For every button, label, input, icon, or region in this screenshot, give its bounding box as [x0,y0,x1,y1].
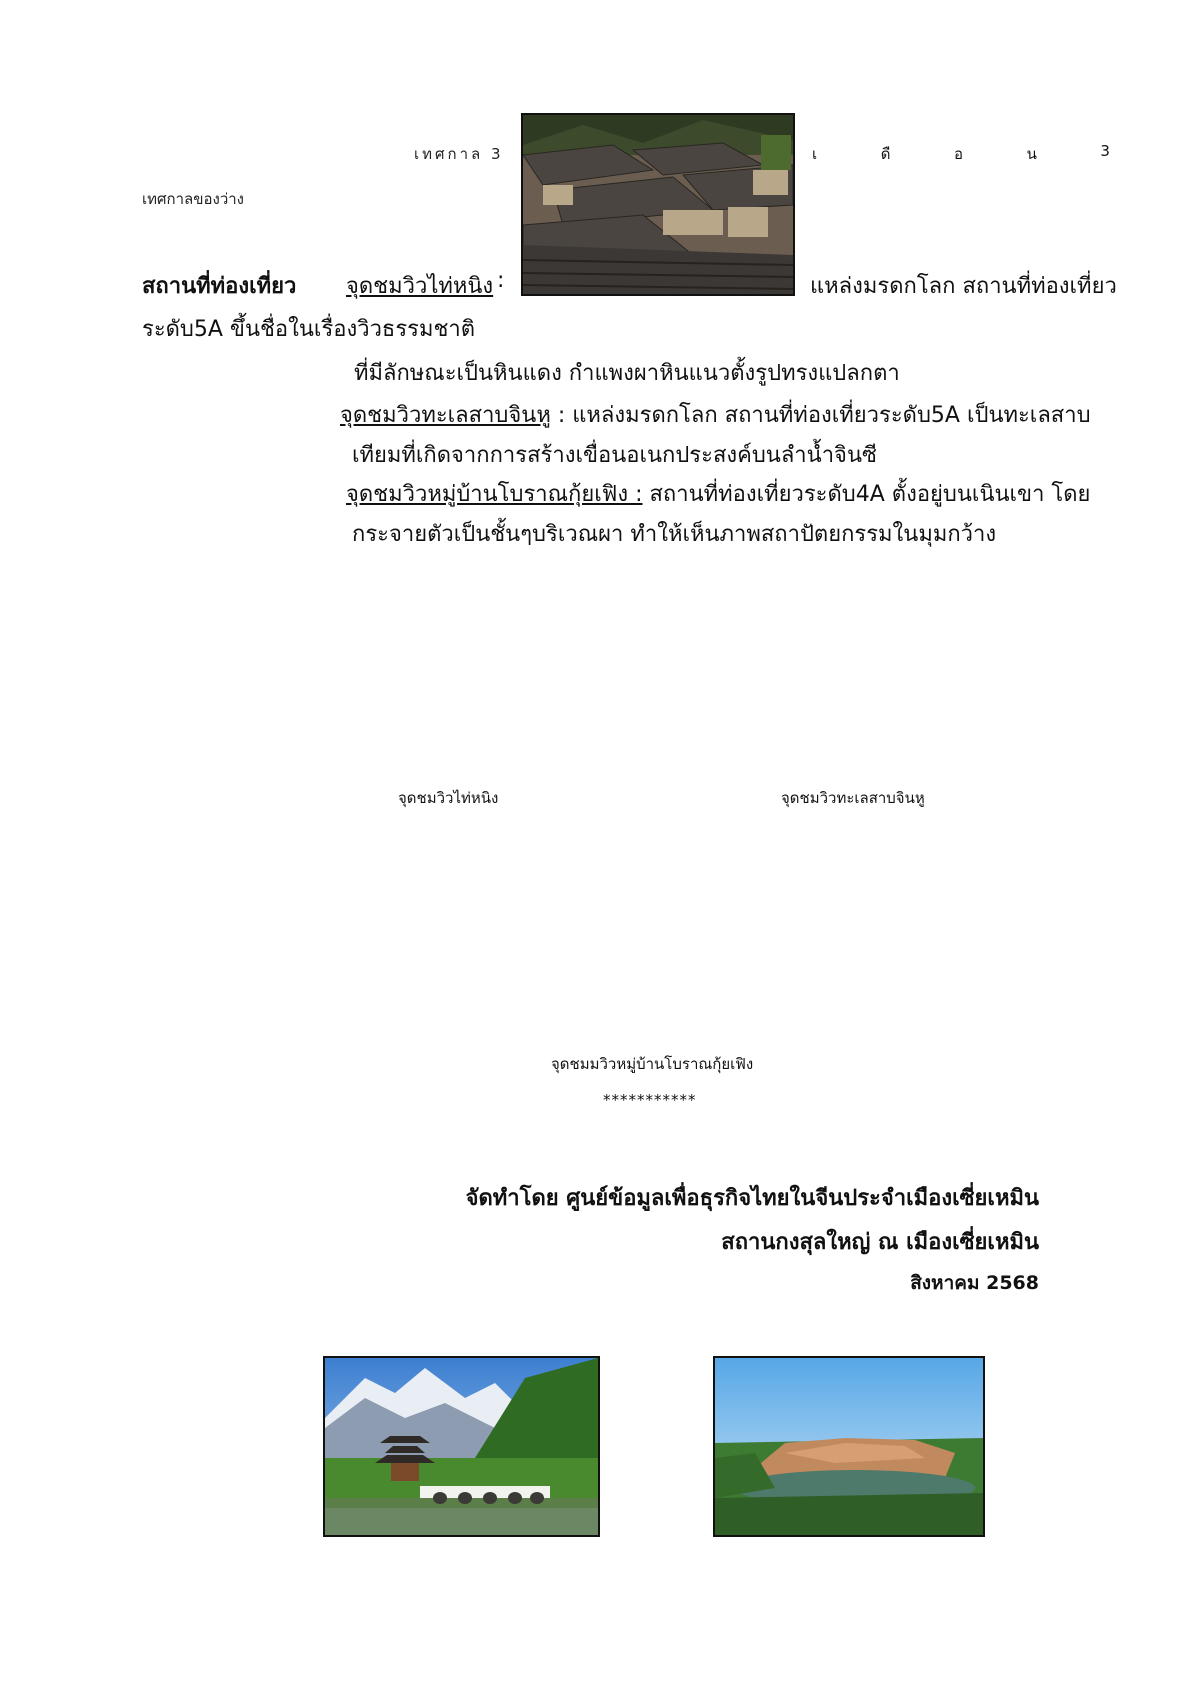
festival-char: 3 [1100,142,1110,160]
festival-left: เทศกาล 3 [414,145,504,163]
item1-desc-b: ระดับ5A ขึ้นชื่อในเรื่องวิวธรรมชาติ [142,317,476,342]
item3-desc-b: กระจายตัวเป็นชั้นๆบริเวณผา ทำให้เห็นภาพสถาปัตยกรรมในมุมกว้าง [352,522,997,547]
divider-stars: *********** [603,1091,697,1109]
item1-colon: : [497,268,505,293]
red-cliff-lake-image [715,1358,983,1535]
village-rooftops-photo [521,113,795,296]
item2-line [340,397,1091,432]
festival-subtitle: เทศกาลของว่าง [142,190,244,208]
item3-name: จุดชมวิวหมู่บ้านโบราณกุ้ยเฟิง : [346,482,643,507]
festival-char: น [1026,145,1037,163]
village-rooftops-image [523,115,793,294]
caption-jinhu: จุดชมวิวทะเลสาบจินหู [781,789,925,807]
credit-date: สิงหาคม 2568 [910,1272,1039,1294]
item2-desc-a: : แหล่งมรดกโลก สถานที่ท่องเที่ยวระดับ5A เป็นทะเลสาบ [550,403,1091,428]
credit-consulate: สถานกงสุลใหญ่ ณ เมืองเซี่ยเหมิน [721,1230,1039,1255]
caption-guifeng: จุดชมมวิวหมู่บ้านโบราณกุ้ยเฟิง [551,1055,754,1073]
item1-desc-c: ที่มีลักษณะเป็นหินแดง กำแพงผาหินแนวตั้งรูปทรงแปลกตา [354,361,900,386]
item2-desc-b: เทียมที่เกิดจากการสร้างเขื่อนอเนกประสงค์บนลำน้ำจินซี [352,443,877,468]
item3-desc-a: สถานที่ท่องเที่ยวระดับ4A ตั้งอยู่บนเนินเขา โดย [642,482,1091,507]
black-dragon-pool-photo [323,1356,600,1537]
caption-taining: จุดชมวิวไท่หนิง [398,789,499,807]
item3-line [346,476,1090,511]
jinhu-lake-photo [713,1356,985,1537]
festival-char: เ [812,145,818,163]
attractions-heading: สถานที่ท่องเที่ยว [142,274,297,299]
pavilion-lake-image [325,1358,598,1535]
item1-name: จุดชมวิวไท่หนิง [346,274,494,299]
item1-desc-a: แหล่งมรดกโลก สถานที่ท่องเที่ยว [810,274,1117,299]
item2-name: จุดชมวิวทะเลสาบจินหู [340,403,551,428]
festival-char: อ [954,145,964,163]
festival-right [812,142,1110,166]
credit-org: จัดทำโดย ศูนย์ข้อมูลเพื่อธุรกิจไทยในจีนประจำเมืองเซี่ยเหมิน [465,1186,1039,1211]
festival-char: ดื [880,145,891,163]
